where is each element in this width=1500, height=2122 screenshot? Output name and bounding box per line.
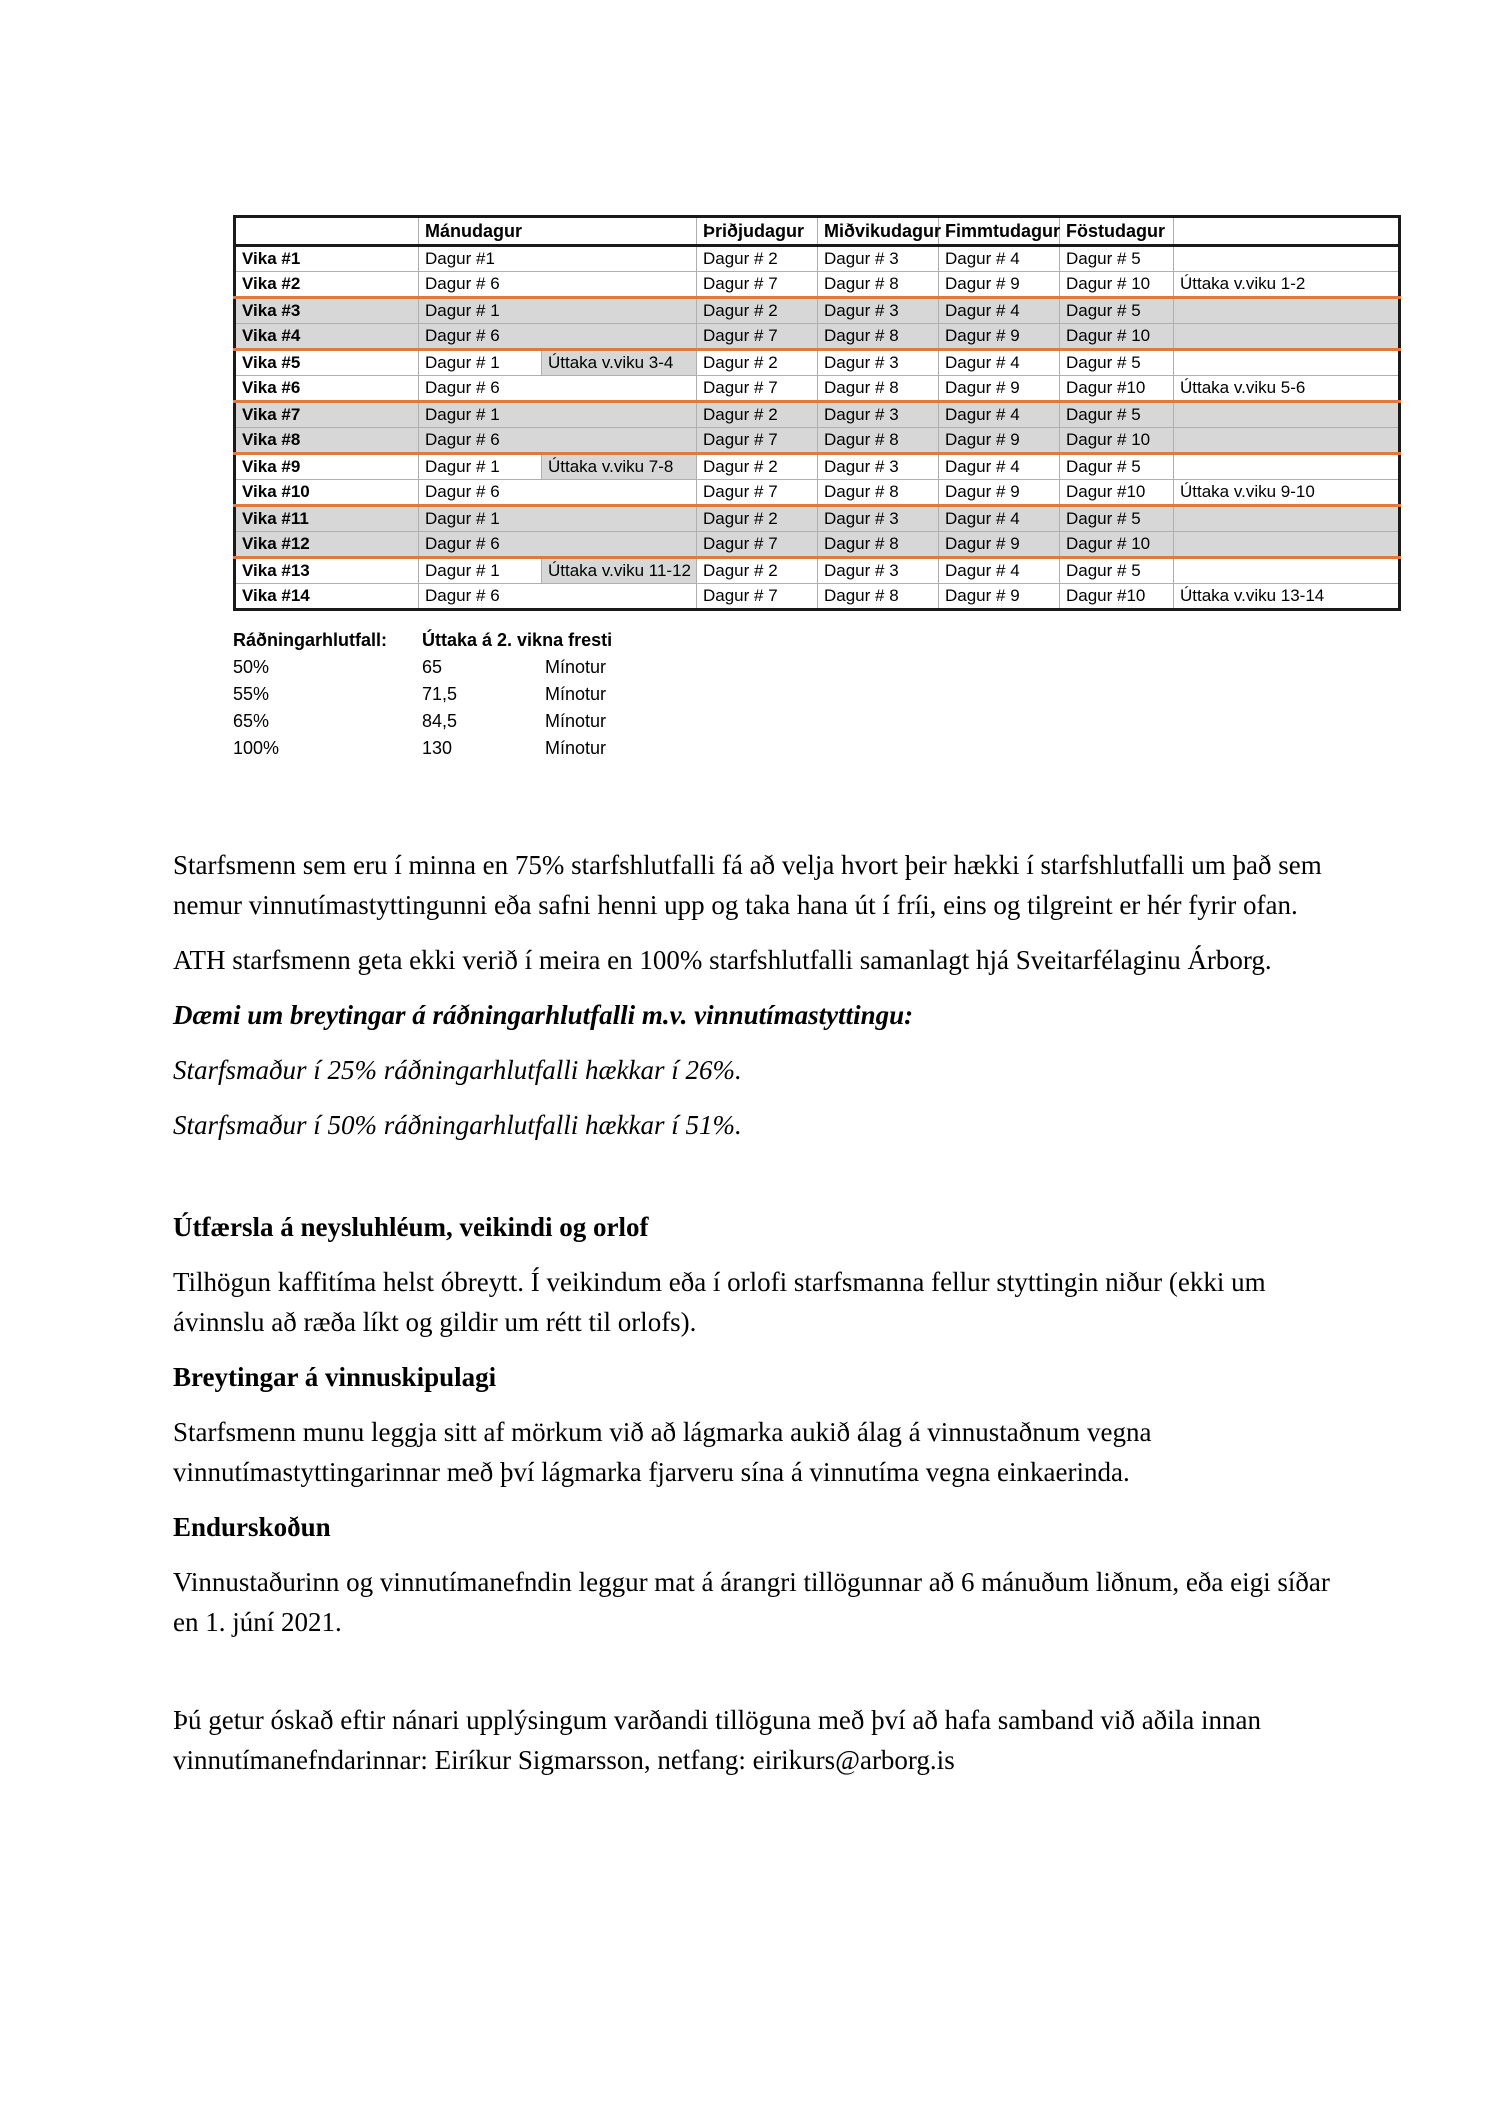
day-cell: Dagur # 8 <box>818 428 939 454</box>
week-row <box>235 558 1400 584</box>
schedule-table-container <box>233 215 1398 611</box>
ratio-minutes: 71,5 <box>422 684 458 704</box>
day-cell: Dagur # 7 <box>697 584 818 610</box>
withdrawal-cell <box>1174 402 1400 428</box>
ratio-unit: Mínotur <box>545 738 607 758</box>
day-cell: Dagur # 2 <box>697 454 818 480</box>
week-row <box>235 506 1400 532</box>
ratio-row <box>233 681 612 708</box>
ratio-row <box>233 708 612 735</box>
week-row <box>235 272 1400 298</box>
day-cell: Dagur # 3 <box>818 454 939 480</box>
body-text <box>173 845 1351 1795</box>
withdrawal-header-cell <box>1174 217 1400 246</box>
week-label: Vika #10 <box>235 480 419 506</box>
ratio-unit: Mínotur <box>545 657 607 677</box>
paragraph-tilhogun: Tilhögun kaffitíma helst óbreytt. Í veikindum eða í orlofi starfsmanna fellur styttingin niður (ekki um ávinnslu að ræða líkt og gildir um rétt til orlofs). <box>173 1267 1266 1337</box>
week-label: Vika #4 <box>235 324 419 350</box>
day-cell: Dagur # 4 <box>939 350 1060 376</box>
withdrawal-cell: Úttaka v.viku 11-12 <box>542 558 697 584</box>
withdrawal-cell <box>1174 454 1400 480</box>
withdrawal-cell: Úttaka v.viku 3-4 <box>542 350 697 376</box>
day-cell: Dagur # 9 <box>939 272 1060 298</box>
ratio-percent: 65% <box>233 711 270 731</box>
day-cell: Dagur # 1 <box>419 350 542 376</box>
day-cell: Dagur #1 <box>419 246 697 272</box>
day-cell: Dagur # 8 <box>818 532 939 558</box>
day-header-wednesday: Miðvikudagur <box>818 217 939 246</box>
week-label: Vika #9 <box>235 454 419 480</box>
day-cell: Dagur # 1 <box>419 558 542 584</box>
section-heading-utfaersla: Útfærsla á neysluhléum, veikindi og orlof <box>173 1212 649 1242</box>
week-row <box>235 454 1400 480</box>
schedule-table <box>233 215 1401 611</box>
day-cell: Dagur # 6 <box>419 480 697 506</box>
paragraph-mat: Vinnustaðurinn og vinnutímanefndin leggur mat á árangri tillögunnar að 6 mánuðum liðnum, eða eigi síðar en 1. júní 2021. <box>173 1567 1330 1637</box>
day-header-friday: Föstudagur <box>1060 217 1174 246</box>
day-header-thursday: Fimmtudagur <box>939 217 1060 246</box>
week-row <box>235 324 1400 350</box>
withdrawal-cell <box>1174 532 1400 558</box>
day-cell: Dagur # 6 <box>419 584 697 610</box>
day-cell: Dagur # 9 <box>939 428 1060 454</box>
ratio-minutes: 65 <box>422 657 443 677</box>
ratio-row <box>233 735 612 762</box>
section-heading-endurskodun: Endurskoðun <box>173 1512 331 1542</box>
ratio-minutes: 84,5 <box>422 711 458 731</box>
day-cell: Dagur # 8 <box>818 272 939 298</box>
paragraph-daemi-50: Starfsmaður í 50% ráðningarhlutfalli hækkar í 51%. <box>173 1110 742 1140</box>
week-label: Vika #7 <box>235 402 419 428</box>
withdrawal-cell: Úttaka v.viku 1-2 <box>1174 272 1400 298</box>
day-cell: Dagur # 3 <box>818 350 939 376</box>
corner-cell <box>235 217 419 246</box>
day-cell: Dagur # 9 <box>939 584 1060 610</box>
paragraph-daemi-25: Starfsmaður í 25% ráðningarhlutfalli hækkar í 26%. <box>173 1055 742 1085</box>
day-cell: Dagur # 2 <box>697 506 818 532</box>
withdrawal-cell: Úttaka v.viku 9-10 <box>1174 480 1400 506</box>
paragraph-choice: Starfsmenn sem eru í minna en 75% starfshlutfalli fá að velja hvort þeir hækki í starfshlutfalli um það sem nemur vinnutímastyttingunni eða safni henni upp og taka hana út í fríi, eins og tilgreint er hér fyrir ofan. <box>173 850 1322 920</box>
day-cell: Dagur # 3 <box>818 506 939 532</box>
week-row <box>235 246 1400 272</box>
day-cell: Dagur # 8 <box>818 324 939 350</box>
day-cell: Dagur # 4 <box>939 298 1060 324</box>
day-cell: Dagur # 2 <box>697 298 818 324</box>
day-cell: Dagur # 5 <box>1060 506 1174 532</box>
day-cell: Dagur # 4 <box>939 558 1060 584</box>
day-cell: Dagur # 5 <box>1060 350 1174 376</box>
day-cell: Dagur # 8 <box>818 584 939 610</box>
ratio-percent: 50% <box>233 657 270 677</box>
day-cell: Dagur # 2 <box>697 402 818 428</box>
day-cell: Dagur # 7 <box>697 480 818 506</box>
day-cell: Dagur # 6 <box>419 272 697 298</box>
day-cell: Dagur # 10 <box>1060 272 1174 298</box>
day-cell: Dagur # 3 <box>818 402 939 428</box>
section-heading-daemi: Dæmi um breytingar á ráðningarhlutfalli m.v. vinnutímastyttingu: <box>173 1000 914 1030</box>
paragraph-contact: Þú getur óskað eftir nánari upplýsingum varðandi tillöguna með því að hafa samband við aðila innan vinnutímanefndarinnar: Eiríkur Sigmarsson, netfang: eirikurs@arborg.is <box>173 1705 1261 1775</box>
day-cell: Dagur # 9 <box>939 532 1060 558</box>
week-row <box>235 298 1400 324</box>
week-row <box>235 402 1400 428</box>
day-cell: Dagur # 7 <box>697 376 818 402</box>
day-cell: Dagur # 5 <box>1060 402 1174 428</box>
ratio-minutes: 130 <box>422 738 453 758</box>
day-cell: Dagur # 3 <box>818 298 939 324</box>
day-cell: Dagur #10 <box>1060 376 1174 402</box>
day-cell: Dagur # 7 <box>697 532 818 558</box>
week-row <box>235 428 1400 454</box>
withdrawal-cell <box>1174 558 1400 584</box>
week-label: Vika #6 <box>235 376 419 402</box>
ratio-unit: Mínotur <box>545 684 607 704</box>
day-cell: Dagur # 6 <box>419 324 697 350</box>
week-label: Vika #2 <box>235 272 419 298</box>
day-cell: Dagur # 3 <box>818 246 939 272</box>
ratio-header-row <box>233 627 612 654</box>
day-cell: Dagur # 9 <box>939 376 1060 402</box>
paragraph-ath: ATH starfsmenn geta ekki verið í meira en 100% starfshlutfalli samanlagt hjá Sveitarfélaginu Árborg. <box>173 945 1272 975</box>
withdrawal-cell: Úttaka v.viku 13-14 <box>1174 584 1400 610</box>
paragraph-alag: Starfsmenn munu leggja sitt af mörkum við að lágmarka aukið álag á vinnustaðnum vegna vinnutímastyttingarinnar með því lágmarka fjarveru sína á vinnutíma vegna einkaerinda. <box>173 1417 1152 1487</box>
withdrawal-cell <box>1174 350 1400 376</box>
day-cell: Dagur # 8 <box>818 480 939 506</box>
week-label: Vika #13 <box>235 558 419 584</box>
withdrawal-cell <box>1174 506 1400 532</box>
week-label: Vika #3 <box>235 298 419 324</box>
ratio-header-left: Ráðningarhlutfall: <box>233 630 387 650</box>
day-cell: Dagur # 5 <box>1060 246 1174 272</box>
day-cell: Dagur # 9 <box>939 480 1060 506</box>
week-row <box>235 532 1400 558</box>
ratio-table <box>233 627 612 762</box>
day-header-monday: Mánudagur <box>419 217 697 246</box>
day-cell: Dagur # 2 <box>697 558 818 584</box>
withdrawal-cell: Úttaka v.viku 7-8 <box>542 454 697 480</box>
day-cell: Dagur # 6 <box>419 428 697 454</box>
week-label: Vika #12 <box>235 532 419 558</box>
day-cell: Dagur # 4 <box>939 402 1060 428</box>
day-cell: Dagur #10 <box>1060 584 1174 610</box>
day-cell: Dagur # 4 <box>939 246 1060 272</box>
ratio-percent: 55% <box>233 684 270 704</box>
header-row <box>235 217 1400 246</box>
week-label: Vika #11 <box>235 506 419 532</box>
ratio-percent: 100% <box>233 738 280 758</box>
day-cell: Dagur # 7 <box>697 428 818 454</box>
ratio-unit: Mínotur <box>545 711 607 731</box>
withdrawal-cell <box>1174 324 1400 350</box>
day-cell: Dagur # 1 <box>419 506 697 532</box>
week-row <box>235 480 1400 506</box>
week-label: Vika #1 <box>235 246 419 272</box>
week-label: Vika #5 <box>235 350 419 376</box>
day-cell: Dagur # 1 <box>419 402 697 428</box>
week-row <box>235 584 1400 610</box>
day-header-tuesday: Þriðjudagur <box>697 217 818 246</box>
day-cell: Dagur # 2 <box>697 350 818 376</box>
section-heading-breytingar: Breytingar á vinnuskipulagi <box>173 1362 497 1392</box>
day-cell: Dagur # 10 <box>1060 532 1174 558</box>
withdrawal-cell <box>1174 246 1400 272</box>
week-row <box>235 350 1400 376</box>
day-cell: Dagur #10 <box>1060 480 1174 506</box>
withdrawal-cell: Úttaka v.viku 5-6 <box>1174 376 1400 402</box>
day-cell: Dagur # 5 <box>1060 558 1174 584</box>
ratio-table-container <box>233 627 612 762</box>
day-cell: Dagur # 3 <box>818 558 939 584</box>
ratio-row <box>233 654 612 681</box>
withdrawal-cell <box>1174 298 1400 324</box>
week-row <box>235 376 1400 402</box>
day-cell: Dagur # 2 <box>697 246 818 272</box>
day-cell: Dagur # 7 <box>697 324 818 350</box>
day-cell: Dagur # 1 <box>419 454 542 480</box>
day-cell: Dagur # 6 <box>419 376 697 402</box>
day-cell: Dagur # 4 <box>939 454 1060 480</box>
withdrawal-cell <box>1174 428 1400 454</box>
week-label: Vika #8 <box>235 428 419 454</box>
day-cell: Dagur # 10 <box>1060 428 1174 454</box>
ratio-header-right: Úttaka á 2. vikna fresti <box>422 630 613 650</box>
day-cell: Dagur # 10 <box>1060 324 1174 350</box>
day-cell: Dagur # 9 <box>939 324 1060 350</box>
day-cell: Dagur # 1 <box>419 298 697 324</box>
week-label: Vika #14 <box>235 584 419 610</box>
day-cell: Dagur # 5 <box>1060 454 1174 480</box>
day-cell: Dagur # 8 <box>818 376 939 402</box>
day-cell: Dagur # 5 <box>1060 298 1174 324</box>
day-cell: Dagur # 7 <box>697 272 818 298</box>
day-cell: Dagur # 6 <box>419 532 697 558</box>
day-cell: Dagur # 4 <box>939 506 1060 532</box>
